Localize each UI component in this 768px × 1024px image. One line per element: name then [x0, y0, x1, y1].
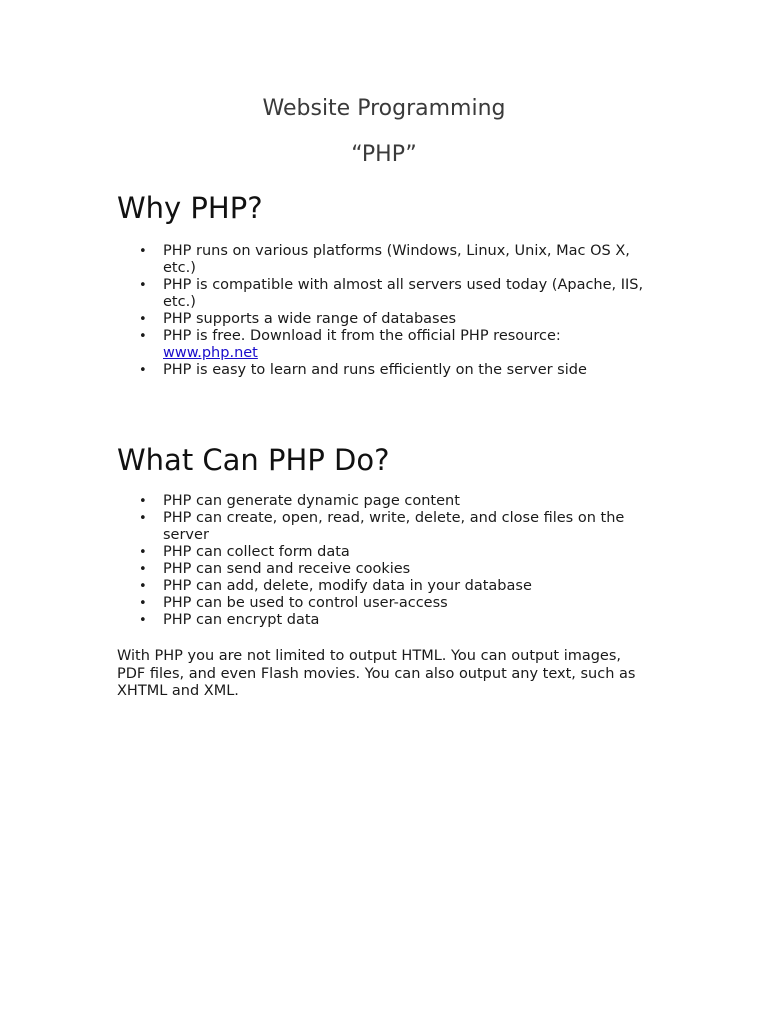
list-item	[117, 510, 657, 544]
list-item	[117, 311, 657, 328]
document-title: Website Programming	[262, 96, 506, 121]
list-item-text: PHP is free. Download it from the official PHP resource:	[163, 328, 561, 344]
list-item	[117, 362, 657, 379]
list-item-text: PHP can be used to control user-access	[163, 595, 448, 611]
what-can-php-do-section	[117, 442, 657, 629]
list-item-text: PHP supports a wide range of databases	[163, 311, 457, 327]
list-item	[117, 544, 657, 561]
what-can-php-do-list	[117, 493, 657, 629]
bullet-icon: •	[139, 244, 147, 259]
list-item	[117, 578, 657, 595]
list-item	[117, 595, 657, 612]
why-php-section	[117, 190, 657, 379]
bullet-icon: •	[139, 329, 147, 344]
bullet-icon: •	[139, 613, 147, 628]
list-item	[117, 493, 657, 510]
body-paragraph: With PHP you are not limited to output HTML. You can output images, PDF files, and even Flash movies. You can also output any text, such as XHTML and XML.	[117, 648, 636, 699]
list-item-text: PHP can collect form data	[163, 544, 350, 560]
list-item	[117, 561, 657, 578]
why-php-list	[117, 243, 657, 379]
document-subtitle: “PHP”	[351, 142, 417, 167]
bullet-icon: •	[139, 363, 147, 378]
list-item-text: PHP can send and receive cookies	[163, 561, 411, 577]
list-item-text: PHP can encrypt data	[163, 612, 320, 628]
list-item-text: PHP can generate dynamic page content	[163, 493, 460, 509]
list-item-text: PHP is compatible with almost all servers used today (Apache, IIS, etc.)	[163, 277, 644, 310]
bullet-icon: •	[139, 545, 147, 560]
list-item	[117, 243, 657, 277]
bullet-icon: •	[139, 579, 147, 594]
list-item-text: PHP can create, open, read, write, delete, and close files on the server	[163, 510, 625, 543]
list-item-text: PHP is easy to learn and runs efficiently on the server side	[163, 362, 587, 378]
what-can-php-do-heading: What Can PHP Do?	[117, 443, 390, 477]
list-item-text: PHP can add, delete, modify data in your database	[163, 578, 532, 594]
list-item	[117, 277, 657, 311]
bullet-icon: •	[139, 494, 147, 509]
list-item	[117, 328, 657, 362]
bullet-icon: •	[139, 278, 147, 293]
php-net-link[interactable]: www.php.net	[163, 345, 258, 361]
bullet-icon: •	[139, 511, 147, 526]
list-item-text: PHP runs on various platforms (Windows, Linux, Unix, Mac OS X, etc.)	[163, 243, 630, 276]
bullet-icon: •	[139, 312, 147, 327]
why-php-heading: Why PHP?	[117, 191, 263, 225]
bullet-icon: •	[139, 596, 147, 611]
bullet-icon: •	[139, 562, 147, 577]
list-item	[117, 612, 657, 629]
